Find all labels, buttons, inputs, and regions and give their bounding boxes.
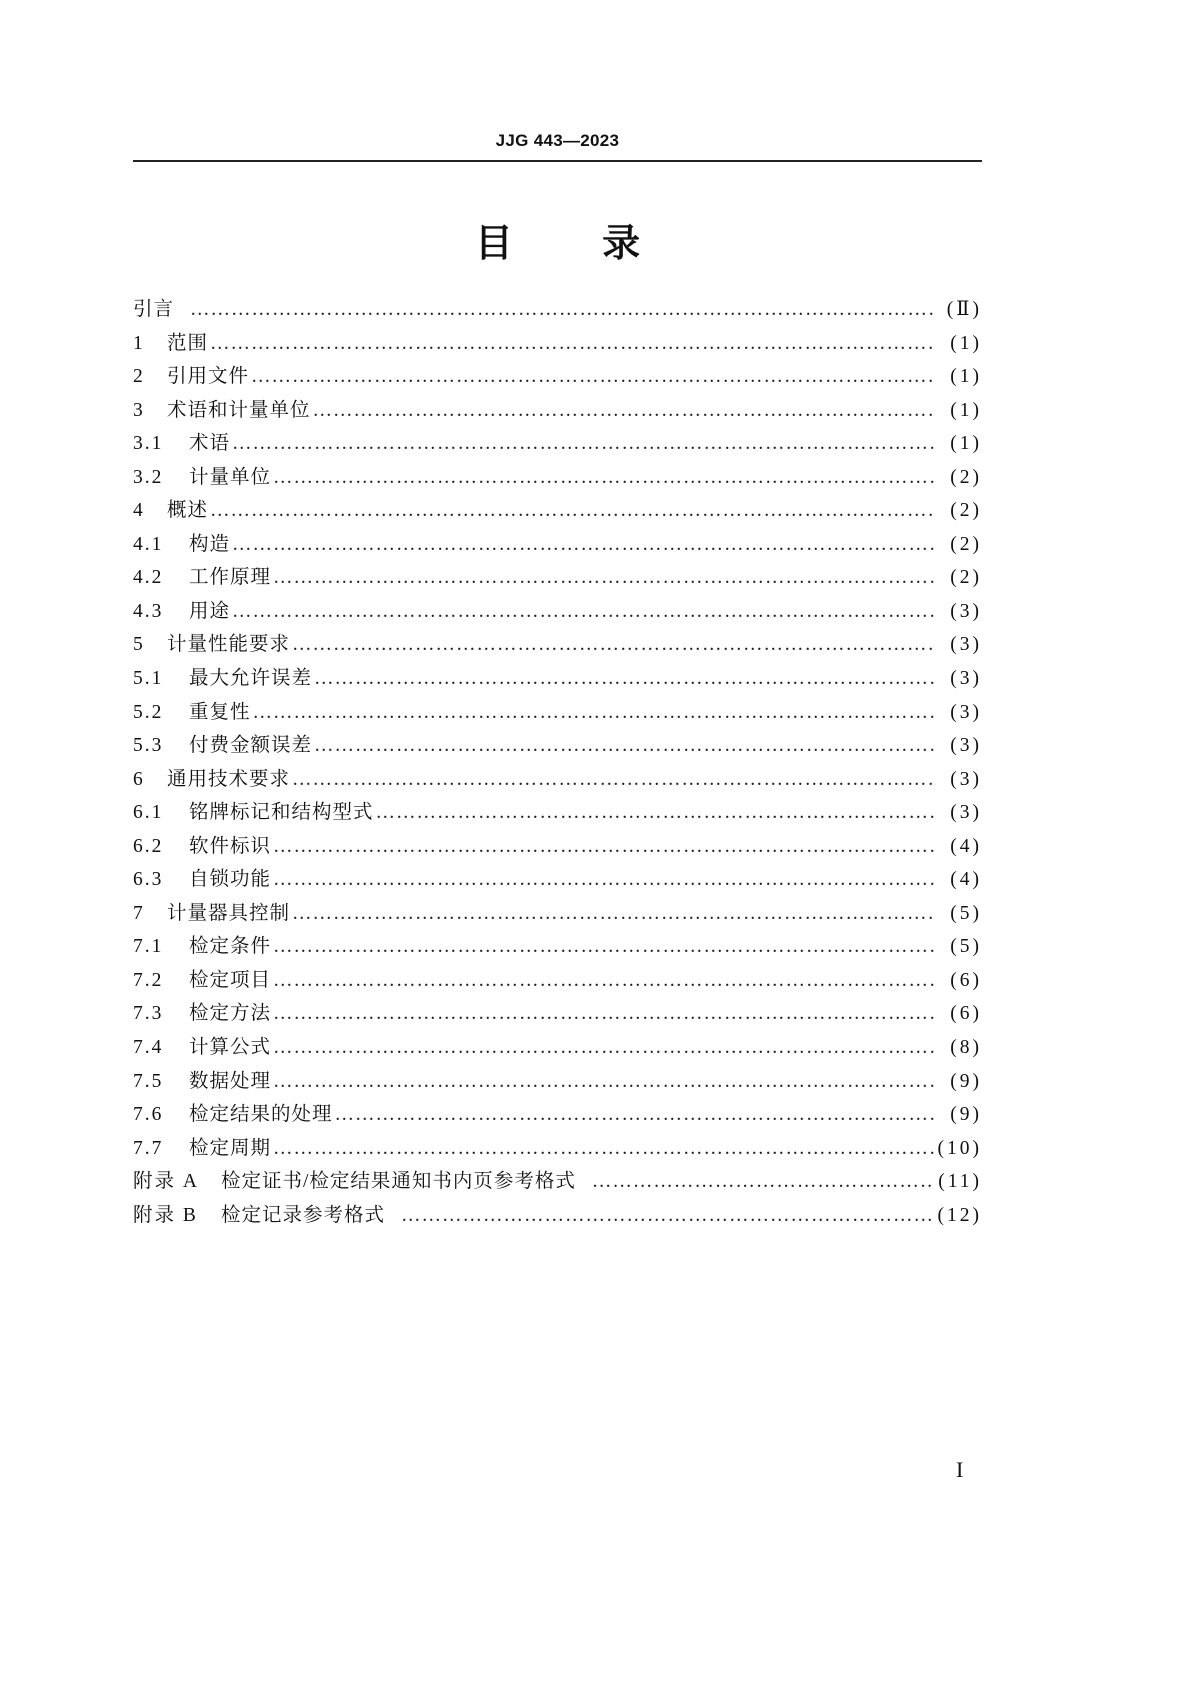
toc-entry-page: (1) xyxy=(950,332,982,354)
toc-entry-number: 5 xyxy=(133,634,145,656)
toc-entry-number: 6.1 xyxy=(133,802,164,824)
toc-entry-label: 范围 xyxy=(167,332,209,354)
toc-entry-number: 4.1 xyxy=(133,533,164,555)
toc-entry-page: (10) xyxy=(937,1137,982,1159)
toc-entry-number: 7.7 xyxy=(133,1137,164,1159)
toc-entry-label: 付费金额误差 xyxy=(189,735,313,757)
dot-leader xyxy=(292,634,936,656)
toc-entry[interactable] xyxy=(133,1098,982,1132)
toc-entry-label: 检定周期 xyxy=(189,1137,272,1159)
dot-leader xyxy=(401,1205,933,1227)
toc-entry-number: 6.2 xyxy=(133,835,164,857)
toc-entry-label: 计量器具控制 xyxy=(167,902,291,924)
toc-entry[interactable] xyxy=(133,628,982,662)
toc-entry-label: 引用文件 xyxy=(167,366,250,388)
toc-entry-label: 通用技术要求 xyxy=(167,768,291,790)
toc-entry-label: 最大允许误差 xyxy=(189,668,313,690)
toc-entry-number: 4 xyxy=(133,500,145,522)
toc-entry-number: 7 xyxy=(133,902,145,924)
toc-entry-page: (8) xyxy=(950,1037,982,1059)
dot-leader xyxy=(273,1037,936,1059)
dot-leader xyxy=(273,970,936,992)
toc-entry-page: (3) xyxy=(950,701,982,723)
toc-entry-number: 4.3 xyxy=(133,600,164,622)
toc-entry[interactable] xyxy=(133,696,982,730)
toc-entry-number: 5.3 xyxy=(133,735,164,757)
dot-leader xyxy=(232,601,936,623)
toc-entry[interactable] xyxy=(133,293,982,327)
dot-leader xyxy=(210,333,936,355)
dot-leader xyxy=(314,735,936,757)
toc-entry-page: (Ⅱ) xyxy=(946,299,982,320)
toc-entry-label: 计算公式 xyxy=(189,1037,272,1059)
toc-entry-page: (4) xyxy=(950,869,982,891)
dot-leader xyxy=(273,1071,936,1093)
page-number: I xyxy=(956,1457,964,1482)
toc-entry-page: (3) xyxy=(950,768,982,790)
dot-leader xyxy=(313,400,936,422)
toc-entry-number: 3.2 xyxy=(133,466,164,488)
toc-entry-number: 4.2 xyxy=(133,567,164,589)
toc-entry-page: (4) xyxy=(950,835,982,857)
toc-entry-page: (9) xyxy=(950,1070,982,1092)
toc-entry-number: 5.2 xyxy=(133,701,164,723)
toc-entry-number: 附录 A xyxy=(133,1171,199,1193)
dot-leader xyxy=(592,1171,934,1193)
toc-entry-label: 检定结果的处理 xyxy=(189,1104,333,1126)
toc-entry-page: (6) xyxy=(950,1003,982,1025)
toc-entry-page: (3) xyxy=(950,802,982,824)
toc-entry-page: (1) xyxy=(950,366,982,388)
toc-entry-label: 术语和计量单位 xyxy=(167,399,311,421)
toc-entry-page: (6) xyxy=(950,969,982,991)
toc-entry[interactable] xyxy=(133,561,982,595)
toc-entry-number: 1 xyxy=(133,332,145,354)
dot-leader xyxy=(251,366,936,388)
dot-leader xyxy=(273,836,936,858)
toc-entry[interactable] xyxy=(133,729,982,763)
toc-entry-page: (5) xyxy=(950,902,982,924)
dot-leader xyxy=(273,1138,933,1160)
dot-leader xyxy=(273,1003,936,1025)
toc-entry-label: 检定证书/检定结果通知书内页参考格式 xyxy=(221,1171,576,1193)
toc-entry-label: 检定条件 xyxy=(189,936,272,958)
toc-entry-page: (3) xyxy=(950,668,982,690)
toc-entry[interactable] xyxy=(133,830,982,864)
toc-entry[interactable] xyxy=(133,528,982,562)
toc-entry-label: 概述 xyxy=(167,500,209,522)
toc-entry-page: (3) xyxy=(950,634,982,656)
dot-leader xyxy=(292,769,936,791)
toc-entry-label: 检定项目 xyxy=(189,969,272,991)
toc-entry-page: (3) xyxy=(950,600,982,622)
toc-entry[interactable] xyxy=(133,1132,982,1166)
toc-entry-page: (2) xyxy=(950,466,982,488)
toc-entry-label: 计量单位 xyxy=(189,466,272,488)
dot-leader xyxy=(273,869,936,891)
dot-leader xyxy=(232,433,936,455)
dot-leader xyxy=(376,802,936,824)
toc-entry-page: (12) xyxy=(937,1204,982,1226)
toc-entry-number: 6 xyxy=(133,768,145,790)
toc-entry[interactable] xyxy=(133,964,982,998)
dot-leader xyxy=(232,534,936,556)
toc-entry-page: (5) xyxy=(950,936,982,958)
toc-entry-label: 检定方法 xyxy=(189,1003,272,1025)
toc-entry-number: 7.6 xyxy=(133,1104,164,1126)
title-char: 录 xyxy=(602,221,641,265)
toc-entry-label: 检定记录参考格式 xyxy=(221,1204,386,1226)
dot-leader xyxy=(273,467,936,489)
toc-entry[interactable] xyxy=(133,763,982,797)
toc-entry-label: 重复性 xyxy=(189,701,251,723)
toc-entry[interactable] xyxy=(133,427,982,461)
toc-entry[interactable] xyxy=(133,327,982,361)
toc-entry-number: 7.5 xyxy=(133,1070,164,1092)
table-of-contents xyxy=(133,293,982,1232)
dot-leader xyxy=(190,299,936,321)
toc-entry-number: 附录 B xyxy=(133,1204,198,1226)
toc-entry-label: 数据处理 xyxy=(189,1070,272,1092)
toc-entry[interactable] xyxy=(133,494,982,528)
toc-entry-page: (2) xyxy=(950,533,982,555)
toc-entry-number: 7.1 xyxy=(133,936,164,958)
toc-entry[interactable] xyxy=(133,796,982,830)
toc-entry[interactable] xyxy=(133,863,982,897)
toc-entry-number: 2 xyxy=(133,366,145,388)
toc-entry[interactable] xyxy=(133,595,982,629)
toc-entry-page: (2) xyxy=(950,500,982,522)
dot-leader xyxy=(292,903,936,925)
header-rule xyxy=(133,160,982,162)
dot-leader xyxy=(273,936,936,958)
toc-entry-label: 工作原理 xyxy=(189,567,272,589)
toc-entry[interactable] xyxy=(133,662,982,696)
toc-entry-page: (3) xyxy=(950,735,982,757)
toc-entry[interactable] xyxy=(133,897,982,931)
toc-entry-label: 构造 xyxy=(189,533,231,555)
toc-entry[interactable] xyxy=(133,1065,982,1099)
title-char: 目 xyxy=(474,221,513,265)
toc-entry[interactable] xyxy=(133,1165,982,1199)
toc-entry[interactable] xyxy=(133,997,982,1031)
toc-entry-number: 3 xyxy=(133,399,145,421)
toc-entry-label: 计量性能要求 xyxy=(167,634,291,656)
toc-entry-number: 7.2 xyxy=(133,969,164,991)
toc-entry-label: 软件标识 xyxy=(189,835,272,857)
dot-leader xyxy=(253,702,936,724)
toc-entry[interactable] xyxy=(133,1031,982,1065)
toc-entry-number: 7.3 xyxy=(133,1003,164,1025)
toc-entry-label: 引言 xyxy=(133,299,175,320)
toc-entry-page: (1) xyxy=(950,399,982,421)
toc-entry[interactable] xyxy=(133,1199,982,1233)
dot-leader xyxy=(314,668,936,690)
document-code-header: JJG 443—2023 xyxy=(495,131,620,150)
toc-entry-label: 自锁功能 xyxy=(189,869,272,891)
toc-entry-number: 6.3 xyxy=(133,869,164,891)
toc-entry[interactable] xyxy=(133,930,982,964)
toc-entry[interactable] xyxy=(133,360,982,394)
page-title xyxy=(0,212,1115,267)
toc-entry-label: 用途 xyxy=(189,600,231,622)
dot-leader xyxy=(273,567,936,589)
toc-entry-label: 铭牌标记和结构型式 xyxy=(189,802,374,824)
toc-entry-page: (1) xyxy=(950,433,982,455)
toc-entry-label: 术语 xyxy=(189,433,231,455)
toc-entry[interactable] xyxy=(133,394,982,428)
toc-entry[interactable] xyxy=(133,461,982,495)
toc-entry-page: (9) xyxy=(950,1104,982,1126)
dot-leader xyxy=(335,1104,936,1126)
toc-entry-page: (11) xyxy=(938,1171,982,1193)
toc-entry-number: 7.4 xyxy=(133,1037,164,1059)
toc-entry-number: 5.1 xyxy=(133,668,164,690)
toc-entry-page: (2) xyxy=(950,567,982,589)
dot-leader xyxy=(210,500,936,522)
toc-entry-number: 3.1 xyxy=(133,433,164,455)
